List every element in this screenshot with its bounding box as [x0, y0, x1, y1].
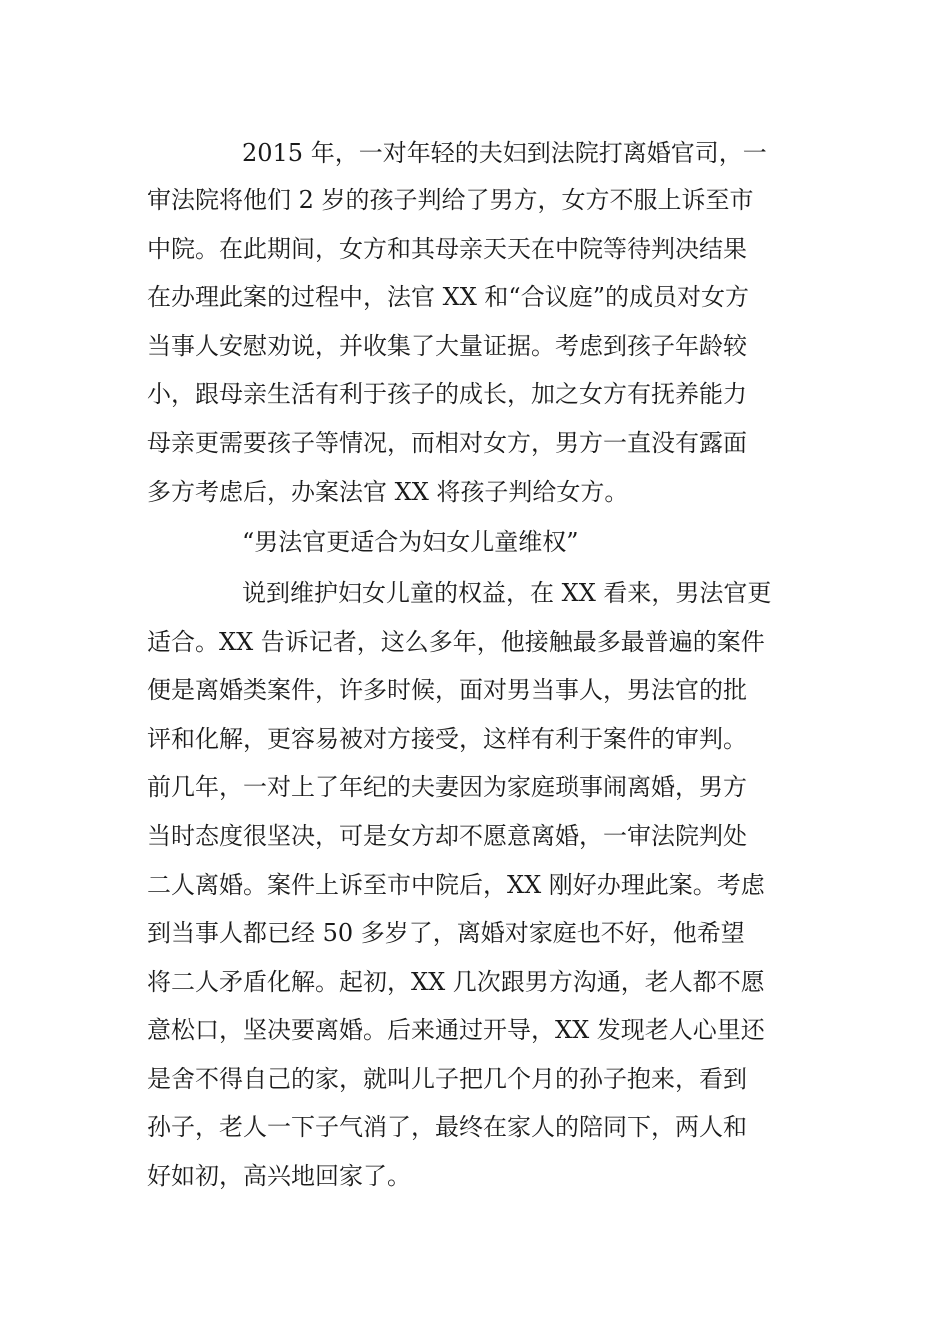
text-line: 好如初，高兴地回家了。 — [147, 1162, 411, 1190]
text-line: 二人离婚。案件上诉至市中院后，XX 刚好办理此案。考虑 — [147, 871, 765, 899]
text-line: 意松口，坚决要离婚。后来通过开导，XX 发现老人心里还 — [147, 1016, 765, 1044]
text-line: 2015 年，一对年轻的夫妇到法院打离婚官司，一 — [242, 139, 767, 167]
text-line: 前几年，一对上了年纪的夫妻因为家庭琐事闹离婚，男方 — [147, 773, 747, 801]
section-heading: “男法官更适合为妇女儿童维权” — [242, 528, 579, 556]
text-line: 孙子，老人一下子气消了，最终在家人的陪同下，两人和 — [147, 1113, 747, 1141]
text-line: 当事人安慰劝说，并收集了大量证据。考虑到孩子年龄较 — [147, 332, 747, 360]
text-line: 在办理此案的过程中，法官 XX 和“合议庭”的成员对女方 — [147, 283, 749, 311]
text-line: 评和化解，更容易被对方接受，这样有利于案件的审判。 — [147, 725, 747, 753]
text-line: 到当事人都已经 50 多岁了，离婚对家庭也不好，他希望 — [147, 919, 745, 947]
text-line: 是舍不得自己的家，就叫儿子把几个月的孙子抱来，看到 — [147, 1065, 747, 1093]
text-line: 中院。在此期间，女方和其母亲天天在中院等待判决结果 — [147, 235, 747, 263]
text-line: 母亲更需要孩子等情况，而相对女方，男方一直没有露面 — [147, 429, 747, 457]
text-line: 当时态度很坚决，可是女方却不愿意离婚，一审法院判处 — [147, 822, 747, 850]
text-line: 说到维护妇女儿童的权益，在 XX 看来，男法官更 — [242, 579, 772, 607]
text-line: 审法院将他们 2 岁的孩子判给了男方，女方不服上诉至市 — [147, 186, 754, 214]
text-line: 小，跟母亲生活有利于孩子的成长，加之女方有抚养能力 — [147, 380, 747, 408]
text-line: 将二人矛盾化解。起初，XX 几次跟男方沟通，老人都不愿 — [147, 968, 765, 996]
text-line: 多方考虑后，办案法官 XX 将孩子判给女方。 — [147, 478, 629, 506]
text-line: 便是离婚类案件，许多时候，面对男当事人，男法官的批 — [147, 676, 747, 704]
text-line: 适合。XX 告诉记者，这么多年，他接触最多最普遍的案件 — [147, 628, 765, 656]
